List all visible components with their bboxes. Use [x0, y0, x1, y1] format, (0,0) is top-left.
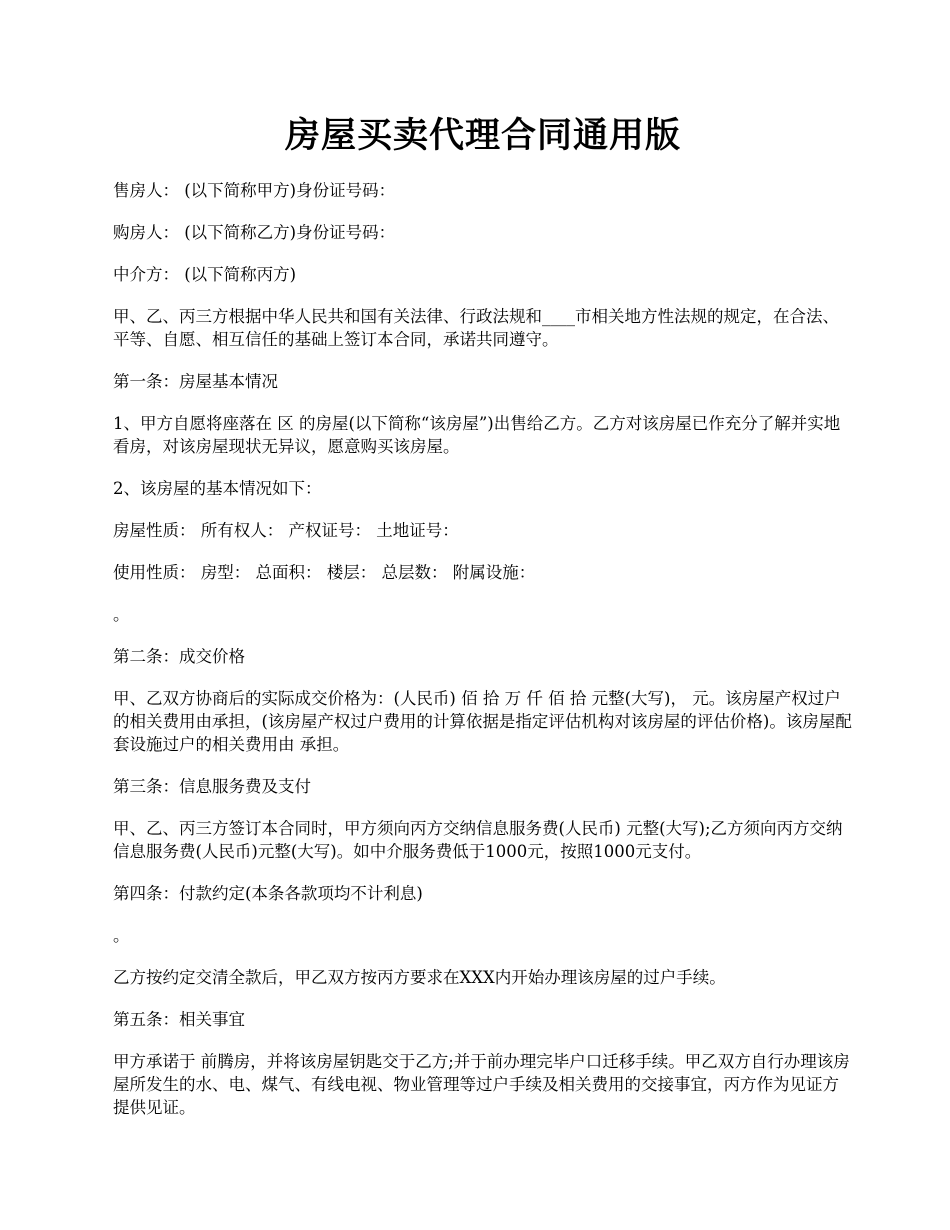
document-page [113, 108, 853, 1138]
buyer-line: 购房人： (以下简称乙方)身份证号码： [113, 223, 396, 242]
property-info-line-1: 房屋性质： 所有权人： 产权证号： 土地证号： [113, 521, 459, 540]
article-4-heading: 第四条：付款约定(本条各款项均不计利息) [113, 884, 423, 903]
document-title: 房屋买卖代理合同通用版 [284, 115, 681, 156]
article-1-clause-1: 1、甲方自愿将座落在 区 的房屋(以下简称“该房屋”)出售给乙方。乙方对该房屋已作充分了解并实地看房，对该房屋现状无异议，愿意购买该房屋。 [113, 414, 841, 456]
article-4-body: 乙方按约定交清全款后，甲乙双方按丙方要求在XXX内开始办理该房屋的过户手续。 [113, 968, 726, 987]
agent-line: 中介方： (以下简称丙方) [113, 265, 297, 284]
article-2-body: 甲、乙双方协商后的实际成交价格为：(人民币) 佰 拾 万 仟 佰 拾 元整(大写)， 元。该房屋产权过户的相关费用由承担，(该房屋产权过户费用的计算依据是指定评估机构对该房屋的评估价格)。该房屋配套设施过户的相关费用由 承担。 [113, 689, 852, 754]
period-line: 。 [113, 605, 130, 624]
article-1-heading: 第一条：房屋基本情况 [113, 372, 278, 391]
article-3-body: 甲、乙、丙三方签订本合同时，甲方须向丙方交纳信息服务费(人民币) 元整(大写);乙方须向丙方交纳信息服务费(人民币)元整(大写)。如中介服务费低于1000元，按照1000元支付。 [113, 819, 843, 861]
article-5-body: 甲方承诺于 前腾房，并将该房屋钥匙交于乙方;并于前办理完毕户口迁移手续。甲乙双方自行办理该房屋所发生的水、电、煤气、有线电视、物业管理等过户手续及相关费用的交接事宜，丙方作为见证方提供见证。 [113, 1052, 850, 1117]
article-5-heading: 第五条：相关事宜 [113, 1010, 245, 1029]
article-1-clause-2: 2、该房屋的基本情况如下： [113, 479, 322, 498]
preamble-paragraph: 甲、乙、丙三方根据中华人民共和国有关法律、行政法规和____市相关地方性法规的规定，在合法、平等、自愿、相互信任的基础上签订本合同，承诺共同遵守。 [113, 307, 839, 349]
article-2-heading: 第二条：成交价格 [113, 647, 245, 666]
seller-line: 售房人： (以下简称甲方)身份证号码： [113, 181, 396, 200]
article-3-heading: 第三条：信息服务费及支付 [113, 777, 311, 796]
period-line: 。 [113, 926, 130, 945]
property-info-line-2: 使用性质： 房型： 总面积： 楼层： 总层数： 附属设施： [113, 563, 536, 582]
